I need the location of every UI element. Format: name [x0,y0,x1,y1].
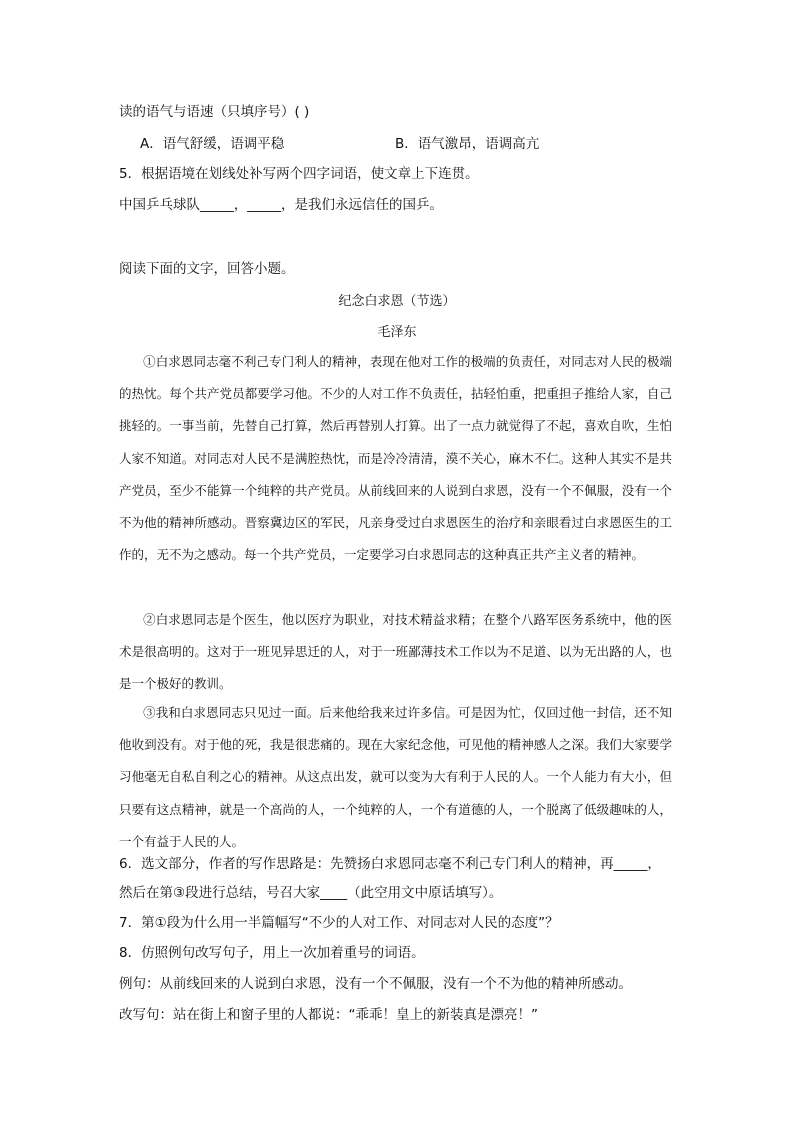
q5-prompt: 5．根据语境在划线处补写两个四字词语，使文章上下连贯。 [119,166,479,182]
article-paragraph-2: ②白求恩同志是个医生，他以医疗为职业，对技术精益求精；在整个八路军医务系统中，他的医术是很高明的。这对于一班见异思迁的人，对于一班鄙薄技术工作以为不足道、以为无出路的人，也是一个极好的教训。 [119,612,672,692]
article-paragraph-1: ①白求恩同志毫不利己专门利人的精神，表现在他对工作的极端的负责任，对同志对人民的极端的热忱。每个共产党员都要学习他。不少的人对工作不负责任，拈轻怕重，把重担子推给人家，自己挑轻的。一事当前，先替自己打算，然后再替别人打算。出了一点力就觉得了不起，喜欢自吹，生怕人家不知道。对同志对人民不是满腔热忱，而是冷冷清清，漠不关心，麻木不仁。这种人其实不是共产党员，至少不能算一个纯粹的共产党员。从前线回来的人说到白求恩，没有一个不佩服，没有一个不为他的精神所感动。晋察冀边区的军民，凡亲身受过白求恩医生的治疗和亲眼看过白求恩医生的工作的，无不为之感动。每一个共产党员，一定要学习白求恩同志的这种真正共产主义者的精神。 [119,354,672,563]
article-paragraph-3: ③我和白求恩同志只见过一面。后来他给我来过许多信。可是因为忙，仅回过他一封信，还不知他收到没有。对于他的死，我是很悲痛的。现在大家纪念他，可见他的精神感人之深。我们大家要学习他毫无自私自利之心的精神。从这点出发，就可以变为大有利于人民的人。一个人能力有大小，但只要有这点精神，就是一个高尚的人，一个纯粹的人，一个有道德的人，一个脱离了低级趣味的人，一个有益于人民的人。 [119,705,672,849]
rewrite-sentence: 改写句：站在街上和窗子里的人都说：“乖乖！皇上的新装真是漂亮！” [119,1007,538,1023]
q4-option-a: A．语气舒缓，语调平稳 [140,136,285,152]
q6-line-1: 6．选文部分，作者的写作思路是：先赞扬白求恩同志毫不利己专门利人的精神，再_____， [119,856,661,872]
reading-intro: 阅读下面的文字，回答小题。 [119,261,295,277]
q7-prompt: 7．第①段为什么用一半篇幅写“不少的人对工作、对同志对人民的态度”？ [119,915,559,931]
q5-sentence: 中国乒乓球队_____，_____，是我们永远信任的国乒。 [119,197,443,213]
article-author: 毛泽东 [377,325,417,340]
example-sentence: 例句：从前线回来的人说到白求恩，没有一个不佩服，没有一个不为他的精神所感动。 [119,976,632,992]
q6-line-2: 然后在第③段进行总结，号召大家____（此空用文中原话填写）。 [119,885,503,901]
article-title: 纪念白求恩（节选） [338,294,456,309]
q8-prompt: 8．仿照例句改写句子，用上一次加着重号的词语。 [119,945,425,961]
q4-option-b: B．语气激昂，语调高亢 [395,136,540,152]
q4-prompt-tail: 读的语气与语速（只填序号）( ) [119,104,310,120]
